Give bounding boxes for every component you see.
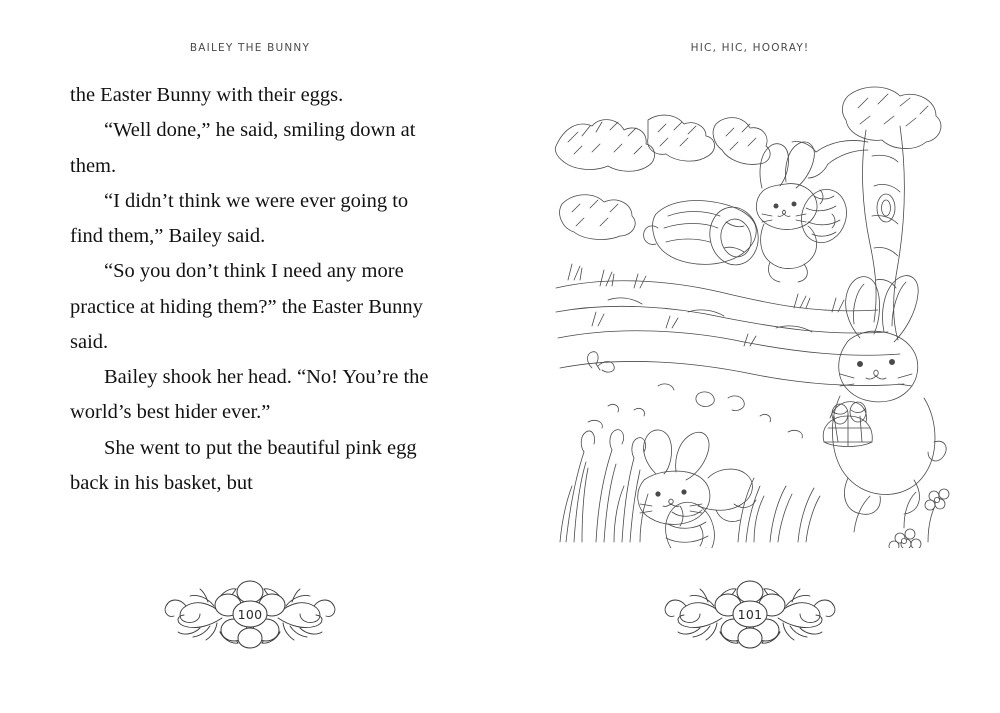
page-number-right: 101 (737, 606, 763, 622)
paragraph: the Easter Bunny with their eggs. (70, 84, 344, 106)
illustration-svg (548, 76, 952, 548)
illustration-bunnies-easter-eggs (548, 76, 952, 548)
running-head-right: HIC, HIC, HOORAY! (690, 42, 810, 54)
folio-right (500, 573, 1000, 655)
body-text-left (70, 78, 430, 501)
paragraph: She went to put the beautiful pink egg back in his basket, but (70, 436, 417, 494)
page-number-left: 100 (237, 606, 263, 622)
paragraph: “So you don’t think I need any more practice at hiding them?” the Easter Bunny said. (70, 260, 423, 353)
right-page (500, 0, 1000, 713)
paragraph: Bailey shook her head. “No! You’re the world’s best hider ever.” (70, 366, 429, 424)
paragraph: “Well done,” he said, smiling down at them. (70, 119, 416, 177)
running-head-left: BAILEY THE BUNNY (189, 42, 311, 54)
folio-left (0, 573, 500, 655)
paragraph: “I didn’t think we were ever going to find them,” Bailey said. (70, 189, 409, 247)
